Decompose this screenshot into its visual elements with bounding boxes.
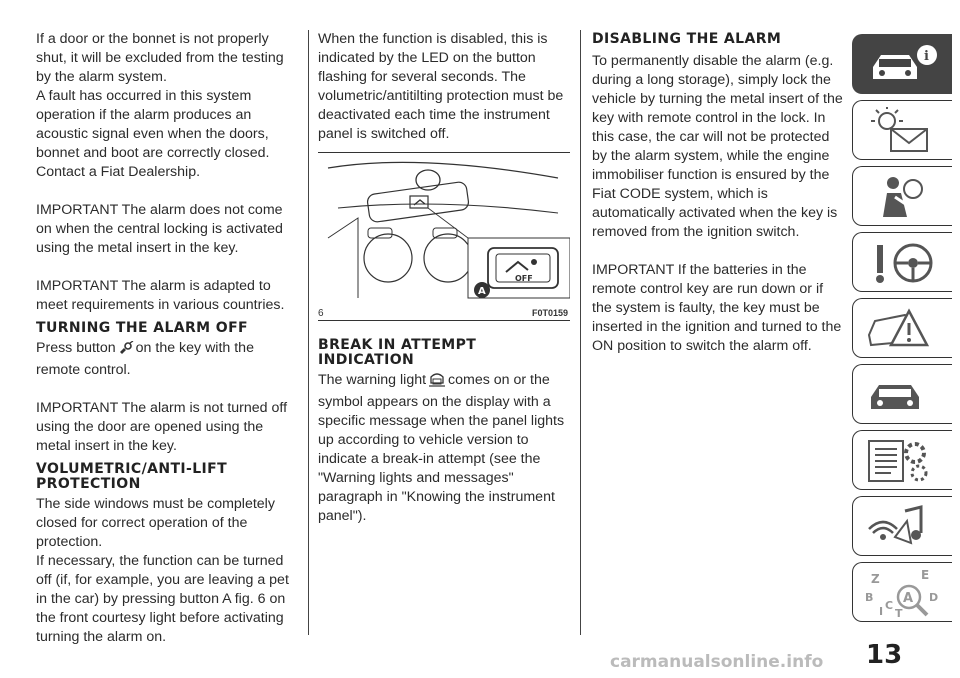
paragraph: IMPORTANT The alarm does not come on when the central locking is activated using the metal insert in the key. bbox=[36, 202, 283, 256]
tab-maintenance[interactable] bbox=[852, 364, 952, 424]
figure-bottom-rule bbox=[318, 320, 570, 321]
column-divider bbox=[580, 30, 581, 635]
text: on the key with the remote control. bbox=[36, 340, 254, 378]
text: The warning light bbox=[318, 372, 427, 388]
figure-code: F0T0159 bbox=[531, 308, 568, 318]
watermark: carmanualsonline.info bbox=[610, 652, 824, 672]
paragraph: IMPORTANT The alarm is not turned off using the door are opened using the metal insert in the key. bbox=[36, 400, 288, 454]
off-label: OFF bbox=[515, 274, 533, 283]
tab-multimedia[interactable] bbox=[852, 496, 952, 556]
courtesy-light-illustration bbox=[318, 158, 570, 304]
unlock-key-icon bbox=[118, 341, 134, 361]
index-letter: B bbox=[865, 591, 874, 604]
starting-driving-icon bbox=[865, 239, 945, 287]
chapter-tabs bbox=[852, 34, 952, 628]
svg-text:i: i bbox=[924, 49, 929, 64]
paragraph: A fault has occurred in this system operation if the alarm produces an acoustic signal even when the doors, bonnet and boot are correctly closed. Contact a Fiat Dealership. bbox=[36, 88, 270, 180]
column-3 bbox=[592, 30, 844, 375]
paragraph: IMPORTANT The alarm is adapted to meet requirements in various countries. bbox=[36, 278, 285, 313]
car-maintenance-icon bbox=[865, 371, 945, 419]
index-letter: E bbox=[921, 569, 930, 582]
alarm-warning-icon bbox=[428, 371, 446, 393]
paragraph: IMPORTANT If the batteries in the remote control key are run down or if the system is faulty, the key must be inserted in the ignition and turned to the ON position to switch the alarm off. bbox=[592, 262, 842, 354]
tab-car-info[interactable] bbox=[852, 34, 952, 94]
tab-safety[interactable] bbox=[852, 166, 952, 226]
tab-index[interactable] bbox=[852, 562, 952, 622]
figure-number: 6 bbox=[318, 308, 324, 319]
text: comes on or the symbol appears on the display with a specific message when the panel lights up according to vehicle version to indicate a break-in attempt (see the "Warning lights and messages" paragraph in "Knowing the instrument panel"). bbox=[318, 372, 565, 524]
technical-data-icon bbox=[865, 437, 945, 485]
callout-label: A bbox=[478, 286, 486, 297]
car-info-icon bbox=[865, 41, 945, 89]
column-2 bbox=[318, 30, 570, 526]
index-icon bbox=[865, 569, 945, 617]
heading-disabling-alarm: DISABLING THE ALARM bbox=[592, 31, 782, 47]
index-letter: C bbox=[885, 599, 894, 612]
index-letter: I bbox=[879, 605, 884, 617]
page-number: 13 bbox=[866, 640, 903, 670]
figure-courtesy-light bbox=[318, 152, 570, 322]
tab-warning-lights[interactable] bbox=[852, 100, 952, 160]
paragraph: If a door or the bonnet is not properly shut, it will be excluded from the testing by the alarm system. bbox=[36, 31, 284, 85]
heading-volumetric-protection: VOLUMETRIC/ANTI-LIFT PROTECTION bbox=[36, 461, 228, 492]
tab-starting-driving[interactable] bbox=[852, 232, 952, 292]
tab-emergency[interactable] bbox=[852, 298, 952, 358]
column-divider bbox=[308, 30, 309, 635]
tab-technical-data[interactable] bbox=[852, 430, 952, 490]
paragraph: If necessary, the function can be turned off (if, for example, you are leaving a pet in the car) by pressing button A fig. 6 on the front courtesy light before activating turning the alarm on. bbox=[36, 553, 289, 645]
index-letter: Z bbox=[871, 572, 880, 586]
emergency-icon bbox=[865, 305, 945, 353]
index-letter: T bbox=[895, 607, 903, 617]
heading-break-in: BREAK IN ATTEMPT INDICATION bbox=[318, 337, 477, 368]
paragraph: When the function is disabled, this is indicated by the LED on the button flashing for several seconds. The volumetric/antitilting protection must be deactivated each time the instrument panel is switched off. bbox=[318, 31, 564, 142]
figure-top-rule bbox=[318, 152, 570, 153]
paragraph: The side windows must be completely closed for correct operation of the protection. bbox=[36, 496, 275, 550]
paragraph: To permanently disable the alarm (e.g. during a long storage), simply lock the vehicle by turning the metal insert of the key with remote control in the lock. In this case, the car will not be protected by the alarm system, while the engine immobiliser function is ensured by the Fiat CODE system, which is automatically activated when the key is removed from the ignition switch. bbox=[592, 53, 843, 240]
warning-lights-icon bbox=[865, 107, 945, 155]
paragraph-warning-light bbox=[318, 371, 570, 526]
heading-turning-alarm-off: TURNING THE ALARM OFF bbox=[36, 320, 249, 336]
paragraph-press-button bbox=[36, 339, 298, 380]
safety-airbag-icon bbox=[865, 173, 945, 221]
index-letter: D bbox=[929, 591, 939, 604]
text: Press button bbox=[36, 340, 116, 356]
multimedia-icon bbox=[865, 503, 945, 551]
index-letter: A bbox=[903, 591, 914, 606]
column-1 bbox=[36, 30, 298, 647]
